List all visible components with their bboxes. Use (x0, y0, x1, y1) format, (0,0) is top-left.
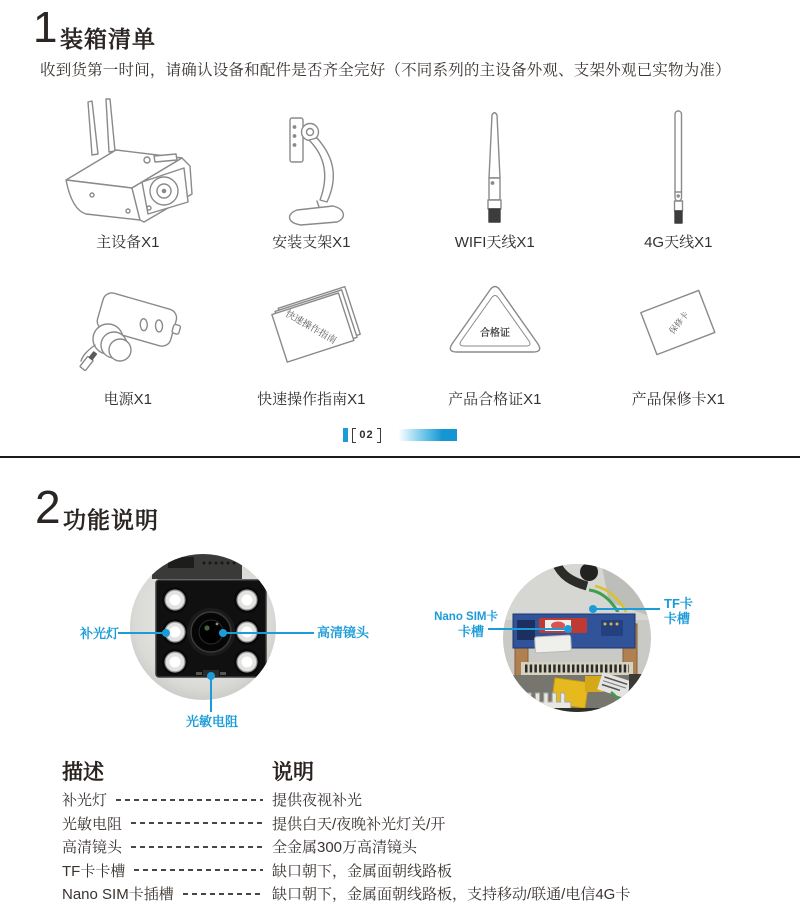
row-label: 光敏电阻 (62, 815, 123, 833)
annotation-dot-nano-sim (564, 625, 572, 633)
row-dashes (183, 893, 263, 895)
item-label-quick-guide: 快速操作指南X1 (257, 391, 366, 408)
row-label: 高清镜头 (62, 839, 123, 857)
section-divider (0, 456, 800, 458)
row-description: 提供夜视补光 (272, 792, 363, 810)
bullet-camera-icon (58, 96, 198, 228)
footer-accent-bar (343, 428, 348, 442)
annotation-nano-sim-line1: Nano SIM卡 (434, 611, 498, 623)
item-bracket (220, 90, 404, 252)
annotation-dot-fill-light (162, 629, 170, 637)
section2-title: 功能说明 (63, 507, 159, 533)
section2-number: 2 (35, 481, 61, 533)
row-label: Nano SIM卡插槽 (62, 886, 174, 904)
power-adapter-icon (66, 285, 190, 379)
quick-guide-image (255, 285, 367, 385)
quick-guide-cover-text: 快速操作指南 (283, 308, 339, 347)
row-dashes (131, 822, 263, 824)
item-main-device (36, 90, 220, 252)
certificate-text: 合格证 (479, 328, 510, 339)
feature-table (62, 758, 774, 906)
item-label-power: 电源X1 (103, 391, 152, 408)
row-description: 缺口朝下，金属面朝线路板 (272, 862, 453, 880)
power-image (66, 285, 190, 385)
table-header-description: 描述 (62, 761, 104, 784)
row-dashes (116, 799, 263, 801)
circuit-board-photo (501, 562, 653, 714)
4g-antenna-icon (670, 108, 687, 228)
4g-antenna-image (670, 90, 687, 228)
annotation-line-photoresistor (210, 679, 212, 712)
row-description: 提供白天/夜晚补光灯关/开 (272, 815, 446, 833)
table-row (62, 835, 774, 859)
footer-gradient-bar (399, 429, 457, 441)
section1-number: 1 (33, 3, 58, 52)
item-wifi-antenna (403, 90, 587, 252)
table-header-explanation: 说明 (272, 761, 314, 784)
bracket-image (275, 90, 347, 228)
row-label: TF卡卡槽 (62, 862, 126, 880)
annotation-photoresistor: 光敏电阻 (185, 714, 238, 729)
warranty-image (626, 285, 730, 385)
item-label-bracket: 安装支架X1 (272, 234, 351, 251)
annotation-dot-hd-lens (219, 629, 227, 637)
item-power (36, 285, 220, 409)
annotation-line-tf-card (596, 608, 660, 610)
section1-title: 装箱清单 (60, 26, 156, 52)
annotation-line-nano-sim (488, 628, 566, 630)
annotation-dot-photoresistor (207, 672, 215, 680)
main-device-image (58, 90, 198, 228)
row-dashes (134, 869, 263, 871)
wifi-antenna-icon (482, 108, 507, 228)
certificate-image (443, 285, 547, 385)
annotation-fill-light: 补光灯 (79, 626, 119, 641)
item-label-4g-antenna: 4G天线X1 (644, 234, 713, 251)
annotation-tf-line1: TF卡 (664, 596, 693, 611)
page-number: 02 (359, 429, 374, 441)
camera-front-photo (128, 552, 278, 702)
item-label-warranty: 产品保修卡X1 (631, 391, 725, 408)
section1-intro: 收到货第一时间，请确认设备和配件是否齐全完好（不同系列的主设备外观、支架外观已实物为准） (40, 62, 731, 79)
row-dashes (131, 846, 263, 848)
annotation-dot-tf-card (589, 605, 597, 613)
wifi-antenna-image (482, 90, 507, 228)
page-footer (0, 427, 800, 443)
item-warranty (587, 285, 771, 409)
annotation-hd-lens: 高清镜头 (317, 625, 370, 640)
packing-items-row-2 (36, 285, 770, 409)
item-4g-antenna (587, 90, 771, 252)
annotation-line-hd-lens (226, 632, 314, 634)
table-row (62, 859, 774, 883)
row-description: 全金属300万高清镜头 (272, 839, 418, 857)
item-label-main-device: 主设备X1 (96, 234, 160, 251)
warranty-card-icon (626, 289, 730, 357)
quick-guide-icon (255, 283, 367, 367)
packing-items-row-1 (36, 90, 770, 252)
row-label: 补光灯 (62, 792, 108, 810)
footer-right-bracket (377, 428, 381, 443)
warranty-card-text: 保修卡 (667, 309, 691, 336)
annotation-tf-line2: 卡槽 (664, 611, 691, 626)
table-row (62, 882, 774, 906)
row-description: 缺口朝下，金属面朝线路板，支持移动/联通/电信4G卡 (272, 886, 631, 904)
certificate-icon (443, 281, 547, 361)
item-certificate (403, 285, 587, 409)
table-row (62, 788, 774, 812)
feature-table-header (62, 758, 774, 784)
annotation-nano-sim-line2: 卡槽 (457, 624, 484, 639)
annotation-line-fill-light (118, 632, 164, 634)
item-quick-guide (220, 285, 404, 409)
mount-bracket-icon (275, 112, 347, 228)
item-label-wifi-antenna: WIFI天线X1 (454, 234, 535, 251)
item-label-certificate: 产品合格证X1 (448, 391, 542, 408)
table-row (62, 812, 774, 836)
